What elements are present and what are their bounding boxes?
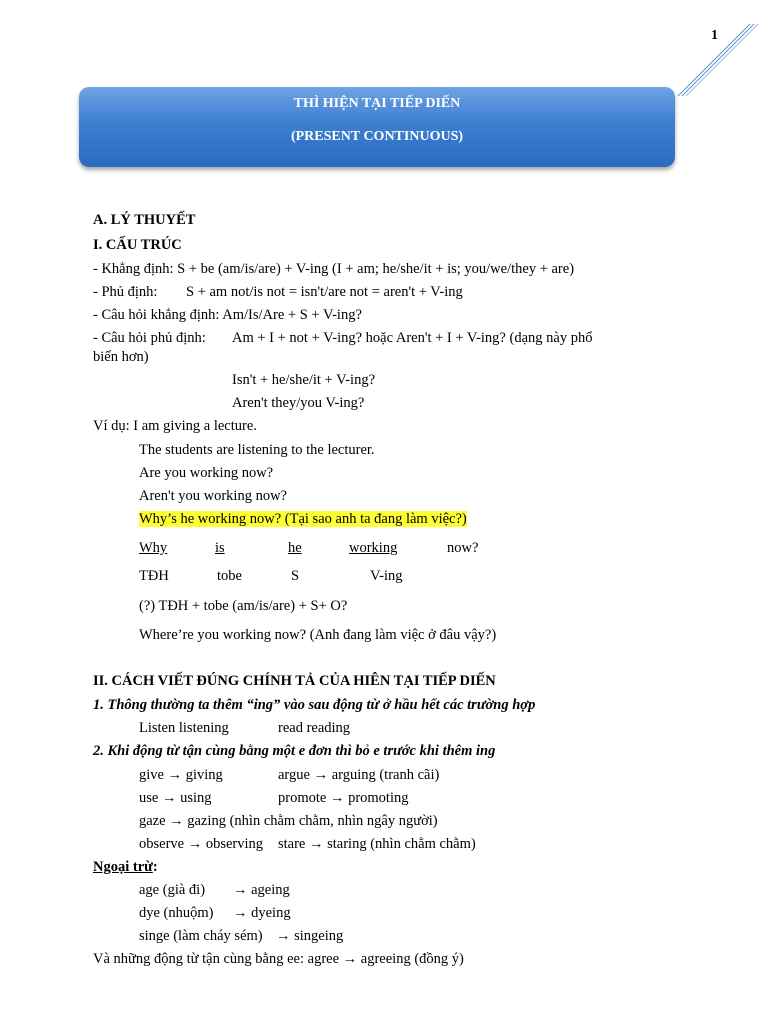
affirmative-rule: - Khẳng định: S + be (am/is/are) + V-ing (I + am; he/she/it + is; you/we/they + are)	[93, 261, 575, 277]
rule-1-title: 1. Thông thường ta thêm “ing” vào sau động từ ở hầu hết các trường hợp	[93, 697, 536, 713]
section-a-heading: A. LÝ THUYẾT	[93, 212, 196, 228]
breakdown-word: working	[349, 540, 398, 556]
rule-2-example: give → giving	[139, 767, 223, 783]
neg-question-line2: Isn't + he/she/it + V-ing?	[232, 372, 376, 388]
rule-2-example: promote → promoting	[278, 790, 409, 806]
exception-example: → ageing	[233, 882, 290, 898]
rule-2-example: use → using	[139, 790, 212, 806]
question-rule: - Câu hỏi khẳng định: Am/Is/Are + S + V-ing?	[93, 307, 362, 323]
section-ii-heading: II. CÁCH VIẾT ĐÚNG CHÍNH TẢ CỦA HIÊN TẠI TIẾP DIẾN	[93, 673, 496, 689]
exception-colon: :	[152, 859, 158, 875]
breakdown-label: tobe	[217, 568, 242, 584]
rule-2-title: 2. Khi động từ tận cùng bằng một e đơn thì bỏ e trước khi thêm ing	[93, 743, 496, 759]
corner-decoration	[670, 20, 760, 100]
title-sub: (PRESENT CONTINUOUS)	[290, 129, 464, 144]
breakdown-word: now?	[447, 540, 479, 556]
breakdown-label: V-ing	[370, 568, 403, 584]
exception-example: → singeing	[276, 928, 344, 944]
rule-2-example: gaze → gazing (nhìn chằm chằm, nhìn ngây người)	[139, 813, 438, 829]
breakdown-label: S	[291, 568, 300, 584]
example-3: Are you working now?	[139, 465, 274, 481]
example-4: Aren't you working now?	[139, 488, 287, 504]
rule-2-example: stare → staring (nhìn chằm chằm)	[278, 836, 476, 852]
neg-question-cont: biến hơn)	[93, 349, 149, 365]
breakdown-word: Why	[139, 540, 168, 556]
exception-example: age (già đi)	[139, 882, 206, 898]
rule-1-example-a: Listen listening	[139, 720, 229, 736]
negative-formula: S + am not/is not = isn't/are not = aren't + V-ing	[186, 284, 463, 300]
section-i-heading: I. CẤU TRÚC	[93, 237, 182, 253]
negative-label: - Phủ định:	[93, 284, 158, 300]
exception-example: → dyeing	[233, 905, 291, 921]
title-banner	[79, 87, 675, 167]
exception-example: dye (nhuộm)	[139, 905, 214, 921]
example-6: Where’re you working now? (Anh đang làm việc ở đâu vậy?)	[139, 627, 497, 643]
neg-question-formula: Am + I + not + V-ing? hoặc Aren't + I + V-ing? (dạng này phổ	[232, 330, 593, 346]
neg-question-label: - Câu hỏi phủ định:	[93, 330, 206, 346]
example-2: The students are listening to the lecturer.	[139, 442, 375, 458]
rule-1-example-b: read reading	[278, 720, 351, 736]
breakdown-label: TĐH	[139, 568, 169, 584]
rule-2-example: argue → arguing (tranh cãi)	[278, 767, 440, 783]
neg-question-line3: Aren't they/you V-ing?	[232, 395, 365, 411]
question-formula: (?) TĐH + tobe (am/is/are) + S+ O?	[139, 598, 348, 614]
page-number: 1	[711, 28, 718, 43]
breakdown-word: is	[215, 540, 225, 556]
breakdown-word: he	[288, 540, 302, 556]
exception-example: singe (làm cháy sém)	[139, 928, 263, 944]
exception-last: Và những động từ tận cùng bằng ee: agree → agreeing (đồng ý)	[93, 951, 464, 967]
example-5-highlighted: Why’s he working now? (Tại sao anh ta đang làm việc?)	[139, 511, 467, 527]
rule-2-example: observe → observing	[139, 836, 264, 852]
example-label: Ví dụ: I am giving a lecture.	[93, 418, 257, 434]
exception-heading	[93, 859, 158, 876]
title-main: THÌ HIỆN TẠI TIẾP DIẾN	[293, 96, 461, 111]
exception-label: Ngoại trừ	[93, 859, 153, 875]
